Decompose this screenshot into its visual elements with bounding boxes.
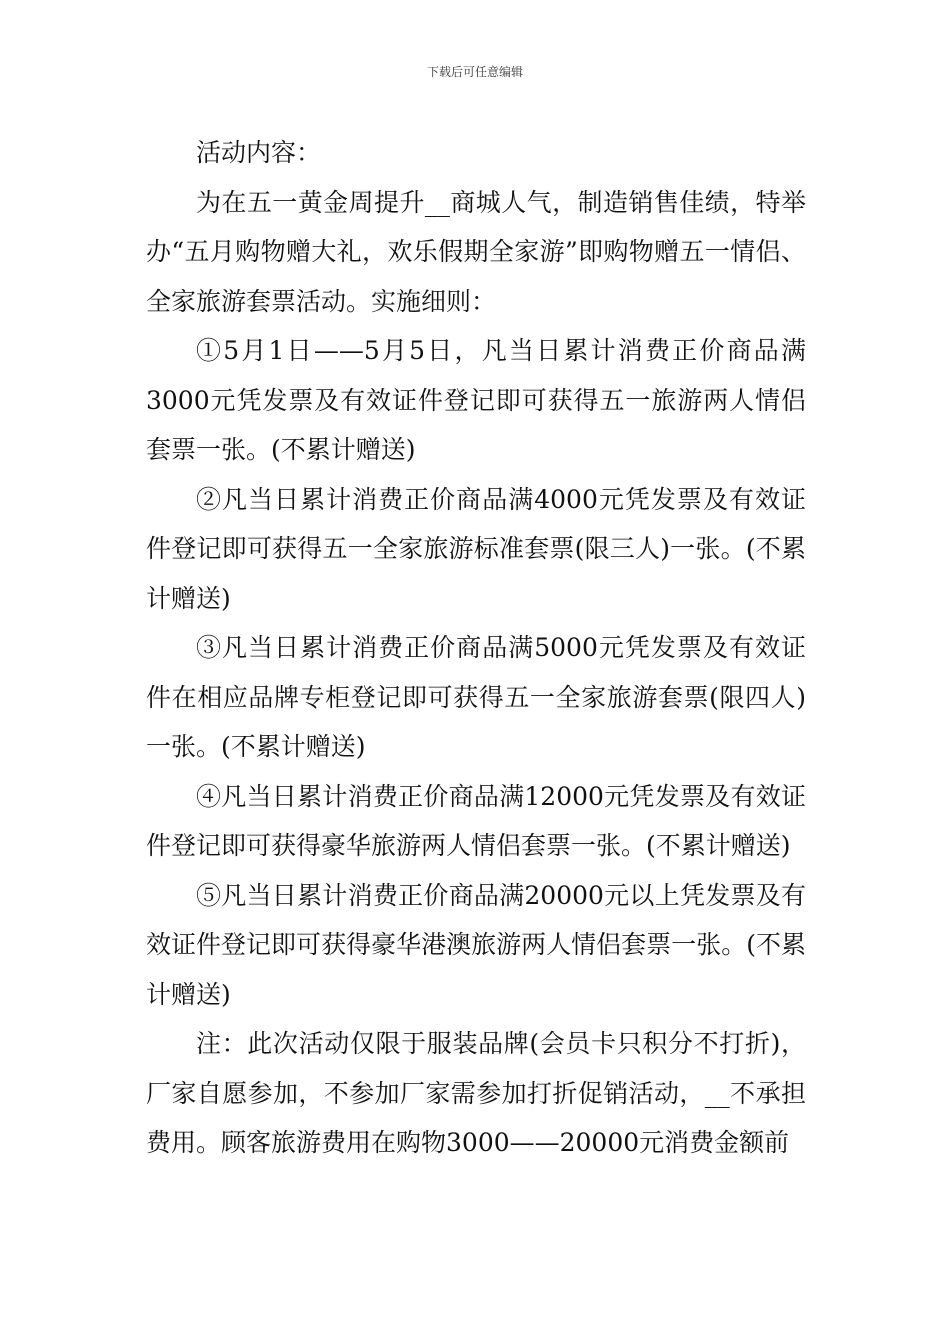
rule-item-4: ④凡当日累计消费正价商品满12000元凭发票及有效证件登记即可获得豪华旅游两人情侣套票一张。(不累计赠送) bbox=[146, 781, 806, 860]
section-heading: 活动内容： bbox=[196, 138, 322, 167]
rule-item-3: ③凡当日累计消费正价商品满5000元凭发票及有效证件在相应品牌专柜登记即可获得五一全家旅游套票(限四人)一张。(不累计赠送) bbox=[146, 633, 806, 761]
document-body bbox=[146, 128, 806, 1168]
rule-item-5: ⑤凡当日累计消费正价商品满20000元以上凭发票及有效证件登记即可获得豪华港澳旅游两人情侣套票一张。(不累计赠送) bbox=[146, 880, 806, 1009]
note-paragraph: 注：此次活动仅限于服装品牌(会员卡只积分不打折)，厂家自愿参加，不参加厂家需参加打折促销活动，__不承担费用。顾客旅游费用在购物3000——20000元消费金额前 bbox=[146, 1029, 806, 1157]
rule-item-2: ②凡当日累计消费正价商品满4000元凭发票及有效证件登记即可获得五一全家旅游标准套票(限三人)一张。(不累计赠送) bbox=[146, 484, 806, 613]
intro-paragraph: 为在五一黄金周提升__商城人气，制造销售佳绩，特举办“五月购物赠大礼，欢乐假期全家游”即购物赠五一情侣、全家旅游套票活动。实施细则： bbox=[146, 187, 806, 316]
page-header-note: 下载后可任意编辑 bbox=[426, 65, 523, 79]
rule-item-1: ①5月1日——5月5日，凡当日累计消费正价商品满3000元凭发票及有效证件登记即可获得五一旅游两人情侣套票一张。(不累计赠送) bbox=[146, 336, 806, 464]
